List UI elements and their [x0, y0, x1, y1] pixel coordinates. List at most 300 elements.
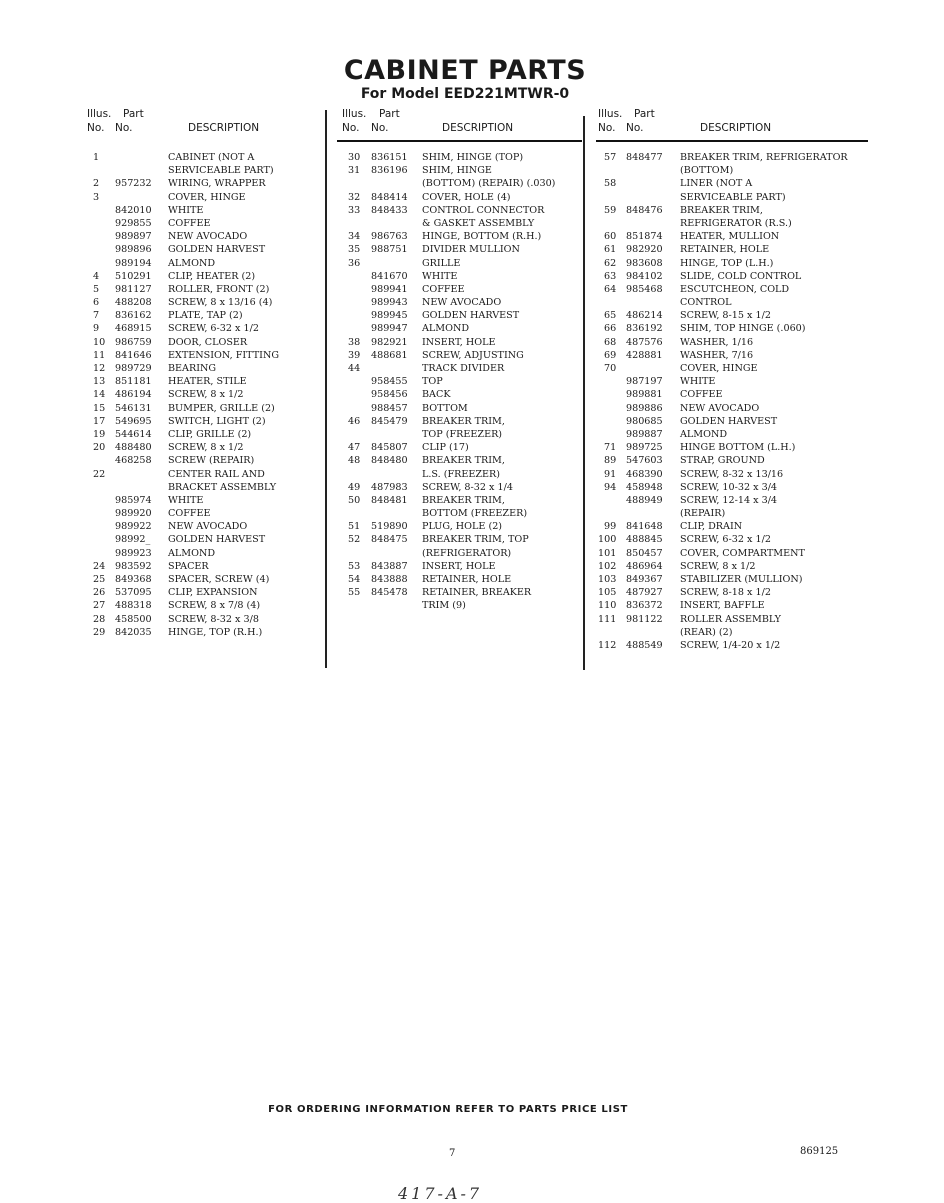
parts-row	[596, 402, 868, 415]
illus-number: 61	[604, 244, 617, 256]
part-number: 982920	[626, 244, 663, 256]
part-number: 458948	[626, 481, 663, 493]
illus-number: 9	[93, 323, 100, 335]
part-number: 468390	[626, 468, 663, 480]
part-description: STRAP, GROUND	[680, 455, 765, 467]
part-number: 848414	[371, 191, 408, 203]
illus-number: 7	[93, 310, 100, 322]
parts-row	[337, 454, 582, 467]
parts-row	[85, 547, 325, 560]
part-number: 986763	[371, 231, 408, 243]
part-description: SERVICEABLE PART)	[680, 191, 786, 203]
part-description: BACK	[422, 389, 451, 401]
illus-number: 22	[93, 468, 106, 480]
illus-number: 69	[604, 349, 617, 361]
illus-number: 24	[93, 560, 106, 572]
part-number: 989923	[115, 547, 152, 559]
parts-row	[85, 454, 325, 467]
parts-row	[337, 415, 582, 428]
parts-row	[596, 151, 868, 164]
header-description: DESCRIPTION	[188, 122, 260, 134]
parts-row	[596, 481, 868, 494]
parts-row	[85, 151, 325, 164]
part-description: DOOR, CLOSER	[168, 336, 248, 348]
part-description: SHIM, HINGE	[422, 165, 492, 177]
parts-row	[596, 639, 868, 652]
parts-row	[596, 441, 868, 454]
part-description: ALMOND	[168, 257, 216, 269]
part-number: 989943	[371, 297, 408, 309]
part-description: PLATE, TAP (2)	[168, 310, 243, 322]
illus-number: 38	[348, 336, 361, 348]
part-description: BRACKET ASSEMBLY	[168, 481, 277, 493]
header-part: No.	[115, 122, 133, 134]
part-description: ROLLER, FRONT (2)	[168, 283, 270, 295]
illus-number: 94	[604, 481, 617, 493]
part-description: SCREW, 8-32 x 13/16	[680, 468, 784, 480]
illus-number: 14	[93, 389, 106, 401]
part-number: 488480	[115, 442, 152, 454]
part-number: 929855	[115, 217, 152, 229]
parts-row	[337, 547, 582, 560]
part-number: 849367	[626, 574, 663, 585]
illus-number: 6	[93, 297, 100, 309]
parts-row	[85, 230, 325, 243]
part-number: 468915	[115, 323, 152, 335]
part-number: 848433	[371, 204, 408, 216]
parts-column-2	[337, 108, 582, 613]
parts-row	[85, 626, 325, 639]
part-number: 488318	[115, 600, 152, 612]
part-description: EXTENSION, FITTING	[168, 349, 280, 361]
part-description: TRACK DIVIDER	[422, 363, 505, 374]
illus-number: 66	[604, 323, 617, 335]
illus-number: 11	[93, 349, 106, 361]
parts-row	[337, 309, 582, 322]
column-header	[596, 108, 868, 142]
illus-number: 53	[348, 560, 361, 572]
parts-row	[85, 494, 325, 507]
illus-number: 57	[604, 152, 617, 163]
header-part: No.	[626, 122, 644, 134]
parts-row	[85, 481, 325, 494]
part-description: HEATER, MULLION	[680, 231, 780, 243]
part-description: SCREW, 6-32 x 1/2	[680, 534, 771, 546]
part-description: TRIM (9)	[422, 600, 466, 612]
parts-row	[337, 375, 582, 388]
part-number: 989897	[115, 231, 152, 243]
part-number: 984102	[626, 270, 663, 282]
part-number: 841646	[115, 349, 152, 361]
part-description: BREAKER TRIM,	[422, 494, 505, 506]
parts-row	[596, 560, 868, 573]
parts-row	[85, 296, 325, 309]
handwritten-note: 417-A-7	[398, 1184, 483, 1203]
part-number: 958456	[371, 389, 408, 401]
part-description: LINER (NOT A	[680, 178, 753, 190]
part-description: WHITE	[168, 204, 204, 216]
parts-row	[337, 336, 582, 349]
illus-number: 50	[348, 494, 361, 506]
illus-number: 15	[93, 402, 106, 414]
part-description: HINGE, TOP (L.H.)	[680, 257, 774, 269]
part-number: 851181	[115, 376, 152, 388]
part-description: GOLDEN HARVEST	[680, 415, 778, 427]
header-description: DESCRIPTION	[700, 122, 772, 134]
parts-row	[596, 164, 868, 177]
parts-row	[85, 336, 325, 349]
part-description: SHIM, TOP HINGE (.060)	[680, 323, 806, 335]
part-number: 836372	[626, 600, 663, 612]
part-description: COFFEE	[168, 217, 211, 229]
illus-number: 33	[348, 204, 361, 216]
parts-row	[85, 191, 325, 204]
part-number: 486964	[626, 560, 663, 572]
illus-number: 31	[348, 165, 361, 177]
parts-row	[596, 336, 868, 349]
header-illus-top: Illus.	[598, 108, 623, 120]
part-number: 987197	[626, 376, 663, 388]
part-description: ALMOND	[680, 428, 728, 440]
part-description: SCREW, 8-32 x 3/8	[168, 613, 259, 625]
illus-number: 1	[93, 152, 100, 163]
part-number: 487576	[626, 336, 663, 348]
parts-row	[337, 494, 582, 507]
illus-number: 111	[598, 613, 617, 625]
part-description: PLUG, HOLE (2)	[422, 521, 503, 533]
part-number: 845479	[371, 415, 408, 427]
part-number: 843887	[371, 560, 408, 572]
part-description: SWITCH, LIGHT (2)	[168, 415, 266, 427]
parts-row	[596, 586, 868, 599]
part-description: BOTTOM	[422, 402, 468, 414]
part-number: 487983	[371, 481, 408, 493]
part-number: 98992_	[115, 534, 151, 546]
part-description: SCREW, 8 x 1/2	[168, 389, 244, 401]
part-description: SHIM, HINGE (TOP)	[422, 152, 524, 163]
part-number: 547603	[626, 455, 663, 467]
parts-row	[337, 560, 582, 573]
part-number: 510291	[115, 270, 152, 282]
parts-row	[337, 191, 582, 204]
illus-number: 26	[93, 587, 106, 599]
parts-row	[85, 520, 325, 533]
illus-number: 59	[604, 204, 617, 216]
parts-row	[85, 164, 325, 177]
parts-row	[337, 586, 582, 599]
illus-number: 52	[348, 534, 361, 546]
illus-number: 91	[604, 468, 617, 480]
part-description: COFFEE	[168, 508, 211, 520]
illus-number: 25	[93, 574, 106, 585]
parts-row	[85, 441, 325, 454]
parts-row	[337, 177, 582, 190]
part-number: 989945	[371, 310, 408, 322]
parts-row	[337, 388, 582, 401]
part-description: REFRIGERATOR (R.S.)	[680, 217, 792, 229]
parts-row	[596, 494, 868, 507]
parts-row	[85, 402, 325, 415]
illus-number: 103	[598, 574, 617, 585]
part-number: 836192	[626, 323, 663, 335]
parts-row	[596, 468, 868, 481]
part-number: 989941	[371, 283, 408, 295]
parts-row	[85, 309, 325, 322]
ordering-info-footer: FOR ORDERING INFORMATION REFER TO PARTS PRICE LIST	[268, 1104, 628, 1115]
column-divider	[325, 110, 327, 668]
parts-row	[337, 573, 582, 586]
parts-row	[337, 322, 582, 335]
illus-number: 27	[93, 600, 106, 612]
part-description: WHITE	[680, 376, 716, 388]
parts-row	[596, 270, 868, 283]
illus-number: 54	[348, 574, 361, 585]
part-description: SCREW, 8-15 x 1/2	[680, 310, 771, 322]
part-number: 989947	[371, 323, 408, 335]
parts-row	[337, 349, 582, 362]
illus-number: 19	[93, 428, 106, 440]
part-number: 458500	[115, 613, 152, 625]
parts-row	[337, 599, 582, 612]
part-description: CENTER RAIL AND	[168, 468, 265, 480]
part-description: ROLLER ASSEMBLY	[680, 613, 781, 625]
header-part-top: Part	[379, 108, 400, 120]
part-number: 957232	[115, 178, 152, 190]
illus-number: 102	[598, 560, 617, 572]
illus-number: 4	[93, 270, 100, 282]
parts-column-3	[596, 108, 868, 652]
illus-number: 3	[93, 191, 100, 203]
parts-row	[337, 164, 582, 177]
parts-row	[596, 573, 868, 586]
parts-row	[85, 388, 325, 401]
part-number: 845478	[371, 587, 408, 599]
parts-row	[337, 507, 582, 520]
illus-number: 47	[348, 442, 361, 454]
parts-row	[85, 586, 325, 599]
parts-row	[85, 217, 325, 230]
header-part-top: Part	[123, 108, 144, 120]
part-description: CONTROL	[680, 297, 732, 309]
part-description: COFFEE	[422, 283, 465, 295]
header-description: DESCRIPTION	[442, 122, 514, 134]
part-description: CONTROL CONNECTOR	[422, 204, 545, 216]
part-description: & GASKET ASSEMBLY	[422, 217, 535, 229]
part-description: SCREW, 8-18 x 1/2	[680, 587, 771, 599]
part-description: SCREW (REPAIR)	[168, 455, 255, 467]
parts-row	[596, 454, 868, 467]
part-description: SCREW, 8 x 1/2	[680, 560, 756, 572]
illus-number: 55	[348, 587, 361, 599]
part-description: (BOTTOM)	[680, 165, 734, 177]
part-description: RETAINER, HOLE	[422, 574, 512, 585]
header-rule	[596, 140, 868, 142]
part-number: 989886	[626, 402, 663, 414]
part-description: (REPAIR)	[680, 508, 726, 520]
part-description: HINGE, BOTTOM (R.H.)	[422, 231, 542, 243]
part-number: 980685	[626, 415, 663, 427]
part-description: COVER, COMPARTMENT	[680, 547, 805, 559]
parts-list	[85, 151, 325, 639]
part-number: 519890	[371, 521, 408, 533]
parts-row	[337, 520, 582, 533]
part-description: (REAR) (2)	[680, 626, 733, 638]
part-description: COVER, HOLE (4)	[422, 191, 511, 203]
parts-row	[337, 151, 582, 164]
part-number: 428881	[626, 349, 663, 361]
parts-row	[85, 204, 325, 217]
part-description: L.S. (FREEZER)	[422, 468, 501, 480]
part-number: 845807	[371, 442, 408, 454]
illus-number: 46	[348, 415, 361, 427]
part-description: CLIP, EXPANSION	[168, 587, 258, 599]
parts-row	[337, 230, 582, 243]
illus-number: 58	[604, 178, 617, 190]
parts-column-1	[85, 108, 325, 639]
part-number: 989725	[626, 442, 663, 454]
parts-row	[596, 243, 868, 256]
illus-number: 17	[93, 415, 106, 427]
parts-row	[337, 283, 582, 296]
part-description: GOLDEN HARVEST	[422, 310, 520, 322]
parts-row	[337, 533, 582, 546]
illus-number: 39	[348, 349, 361, 361]
part-description: CLIP, DRAIN	[680, 521, 743, 533]
parts-row	[337, 481, 582, 494]
part-number: 981122	[626, 613, 663, 625]
part-description: CLIP, HEATER (2)	[168, 270, 256, 282]
part-description: (BOTTOM) (REPAIR) (.030)	[422, 178, 556, 190]
part-number: 848480	[371, 455, 408, 467]
parts-row	[596, 217, 868, 230]
illus-number: 28	[93, 613, 106, 625]
part-number: 986759	[115, 336, 152, 348]
illus-number: 48	[348, 455, 361, 467]
header-part-top: Part	[634, 108, 655, 120]
part-description: ALMOND	[168, 547, 216, 559]
parts-row	[596, 283, 868, 296]
parts-row	[85, 560, 325, 573]
parts-row	[596, 613, 868, 626]
parts-row	[85, 428, 325, 441]
header-part: No.	[371, 122, 389, 134]
part-description: HEATER, STILE	[168, 376, 247, 388]
part-number: 488549	[626, 639, 663, 651]
part-number: 487927	[626, 587, 663, 599]
parts-row	[85, 349, 325, 362]
part-description: BREAKER TRIM,	[680, 204, 763, 216]
parts-row	[596, 626, 868, 639]
part-description: STABILIZER (MULLION)	[680, 574, 803, 585]
part-description: CLIP, GRILLE (2)	[168, 428, 252, 440]
part-description: CABINET (NOT A	[168, 152, 255, 163]
part-description: WHITE	[168, 494, 204, 506]
part-number: 989922	[115, 521, 152, 533]
part-number: 848481	[371, 494, 408, 506]
model-subtitle: For Model EED221MTWR-0	[360, 86, 570, 102]
parts-row	[85, 362, 325, 375]
part-description: BREAKER TRIM, REFRIGERATOR	[680, 152, 848, 163]
part-description: NEW AVOCADO	[168, 521, 248, 533]
part-number: 981127	[115, 283, 152, 295]
part-description: TOP	[422, 376, 443, 388]
part-description: NEW AVOCADO	[680, 402, 760, 414]
part-description: COVER, HINGE	[680, 363, 758, 374]
part-description: WASHER, 7/16	[680, 349, 754, 361]
parts-row	[337, 441, 582, 454]
illus-number: 60	[604, 231, 617, 243]
parts-row	[85, 573, 325, 586]
part-number: 989920	[115, 508, 152, 520]
part-description: SCREW, 8 x 7/8 (4)	[168, 600, 261, 612]
part-number: 841648	[626, 521, 663, 533]
part-number: 549695	[115, 415, 152, 427]
part-number: 985974	[115, 494, 152, 506]
parts-row	[596, 388, 868, 401]
part-number: 842035	[115, 626, 152, 638]
part-description: SPACER, SCREW (4)	[168, 574, 270, 585]
part-number: 983608	[626, 257, 663, 269]
parts-row	[596, 322, 868, 335]
parts-row	[85, 468, 325, 481]
column-header	[337, 108, 582, 142]
part-description: SCREW, 1/4-20 x 1/2	[680, 639, 781, 651]
illus-number: 44	[348, 363, 361, 374]
parts-row	[85, 322, 325, 335]
parts-row	[596, 520, 868, 533]
part-number: 842010	[115, 204, 152, 216]
illus-number: 12	[93, 363, 106, 374]
part-number: 836196	[371, 165, 408, 177]
illus-number: 110	[598, 600, 617, 612]
parts-row	[337, 204, 582, 217]
part-number: 486214	[626, 310, 663, 322]
parts-row	[596, 599, 868, 612]
parts-row	[337, 296, 582, 309]
illus-number: 30	[348, 152, 361, 163]
part-description: BEARING	[168, 363, 217, 374]
parts-row	[596, 177, 868, 190]
part-description: COFFEE	[680, 389, 723, 401]
part-description: BUMPER, GRILLE (2)	[168, 402, 275, 414]
part-number: 988751	[371, 244, 408, 256]
header-illus-top: Illus.	[87, 108, 112, 120]
part-description: SCREW, 12-14 x 3/4	[680, 494, 778, 506]
parts-row	[337, 428, 582, 441]
illus-number: 62	[604, 257, 617, 269]
parts-row	[596, 309, 868, 322]
page-title: CABINET PARTS	[343, 55, 587, 86]
part-description: NEW AVOCADO	[168, 231, 248, 243]
parts-row	[85, 375, 325, 388]
illus-number: 49	[348, 481, 361, 493]
parts-row	[85, 177, 325, 190]
illus-number: 101	[598, 547, 617, 559]
parts-row	[596, 349, 868, 362]
header-illus: No.	[598, 122, 616, 134]
parts-row	[337, 217, 582, 230]
part-description: SCREW, ADJUSTING	[422, 349, 524, 361]
part-number: 468258	[115, 455, 152, 467]
part-number: 537095	[115, 587, 152, 599]
illus-number: 2	[93, 178, 100, 190]
page-number: 7	[449, 1148, 456, 1159]
part-description: BOTTOM (FREEZER)	[422, 508, 528, 520]
illus-number: 34	[348, 231, 361, 243]
parts-row	[596, 415, 868, 428]
parts-row	[596, 547, 868, 560]
part-number: 985468	[626, 283, 663, 295]
